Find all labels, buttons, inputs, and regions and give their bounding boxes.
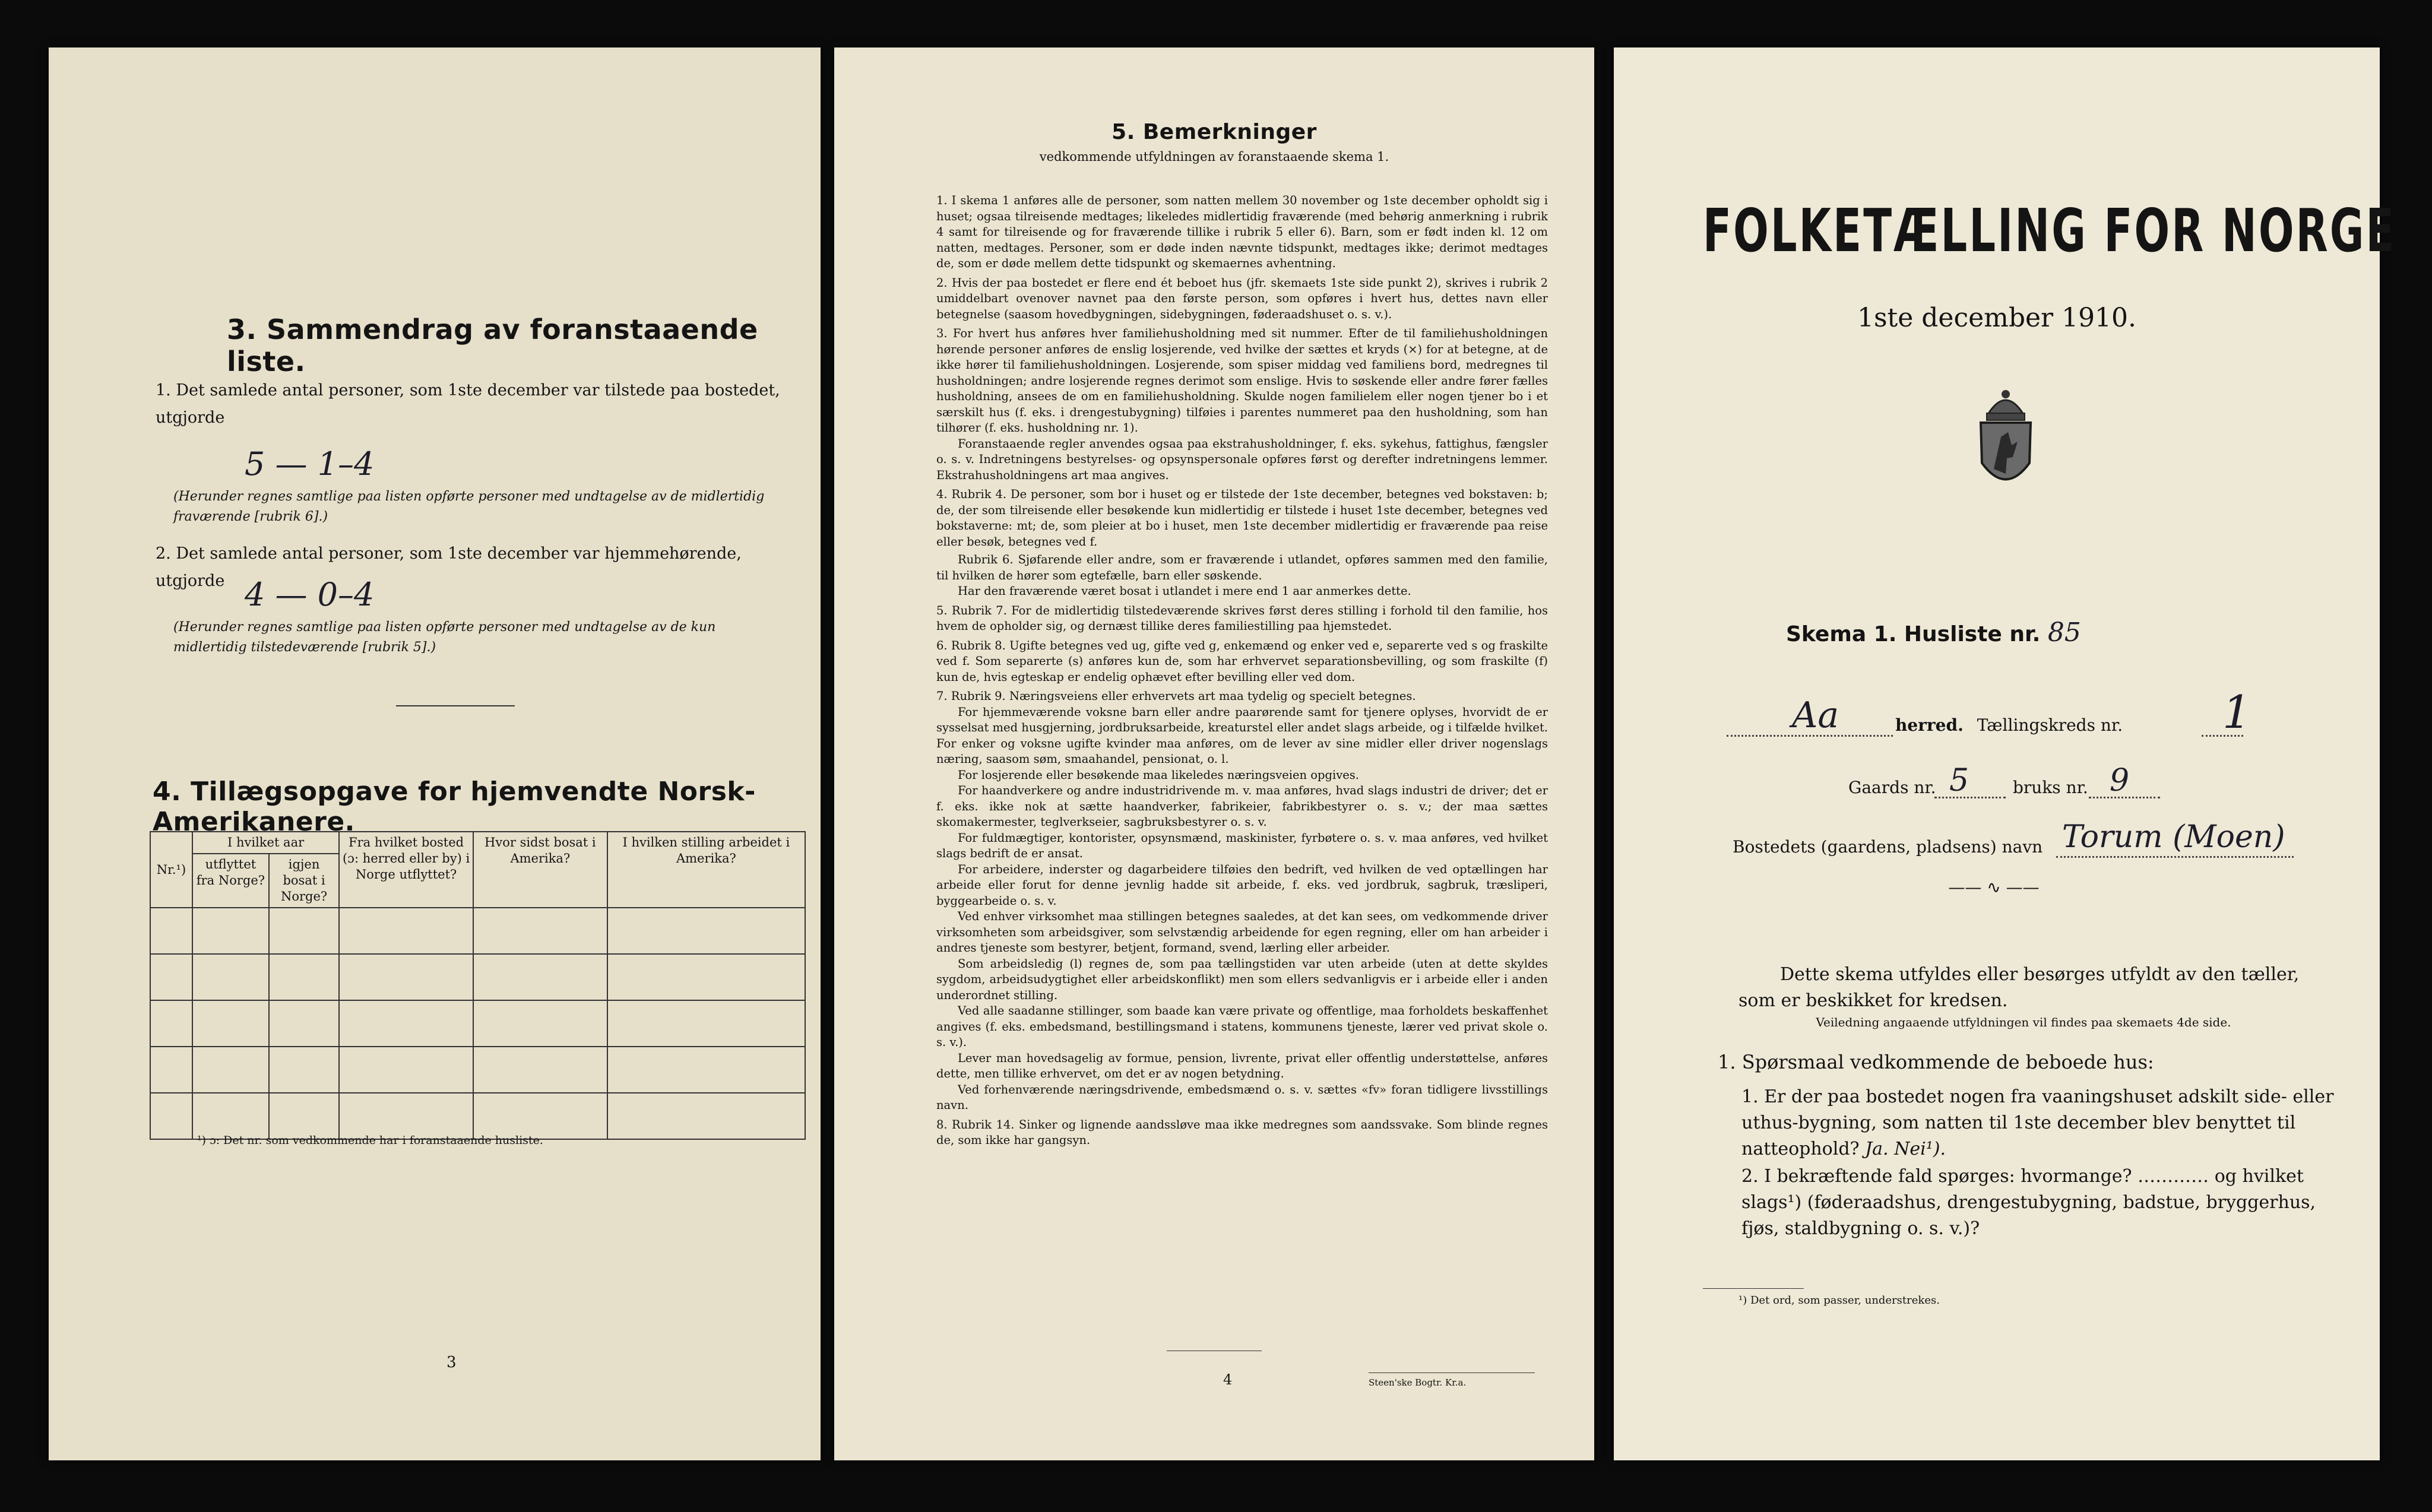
- kreds-label: Tællingskreds nr.: [1977, 715, 2123, 735]
- bosted-field[interactable]: [2056, 856, 2294, 858]
- ornament-divider: —— ∿ ——: [1948, 877, 2040, 897]
- gaards-label: Gaards nr.: [1848, 778, 1936, 797]
- summary-item-2-note: (Herunder regnes samtlige paa listen opførte personer med undtagelse av de kun midlertidig tilstedeværende [rubrik 5].): [173, 620, 716, 655]
- summary-item-1-text: 1. Det samlede antal personer, som 1ste december var tilstede paa bostedet, utgjorde: [156, 381, 780, 427]
- question-1-text: 1. Er der paa bostedet nogen fra vaaningshuset adskilt side- eller uthus-bygning, som natten til 1ste december blev benyttet til natteophold?: [1741, 1086, 2334, 1159]
- page-number: 3: [446, 1353, 457, 1371]
- remark-paragraph: 5. Rubrik 7. For de midlertidig tilstedeværende skrives først deres stilling i forhold til den familie, hos hvem de opholder sig, og dernæst tillike deres familiestilling paa hjemstedet.: [936, 603, 1548, 633]
- remark-paragraph: Ved alle saadanne stillinger, som baade kan være private og offentlige, maa forholdets beskaffenhet angives (f. eks. embedsmand, bestillingsmand i statens, kommunens tjeneste, lærer ved privat skole o. s. v.).: [936, 1004, 1548, 1049]
- remarks-text: [936, 193, 1548, 1149]
- col-group-year: I hvilket aar: [192, 832, 339, 854]
- remark-paragraph: 8. Rubrik 14. Sinker og lignende aandssløve maa ikke medregnes som aandssvake. Som blinde regnes de, som ikke har gangsyn.: [936, 1117, 1548, 1147]
- col-emigrated: utflyttet fra Norge?: [192, 854, 269, 908]
- col-returned: igjen bosat i Norge?: [269, 854, 339, 908]
- herred-label: [1895, 715, 2123, 735]
- table-row: [150, 1000, 805, 1047]
- norsk-amerikanere-table: [150, 831, 806, 1140]
- divider: [396, 705, 515, 706]
- printer-rule: [1369, 1372, 1535, 1373]
- schema-label-text: Skema 1. Husliste nr.: [1786, 622, 2041, 646]
- remarks-subtitle: vedkommende utfyldningen av foranstaaende skema 1.: [1039, 150, 1389, 164]
- coat-of-arms-icon: [1970, 380, 2041, 499]
- schema-label: [1786, 617, 2081, 648]
- footnote: ¹) Det ord, som passer, understrekes.: [1738, 1294, 1940, 1307]
- remark-paragraph: 7. Rubrik 9. Næringsveiens eller erhvervets art maa tydelig og specielt betegnes.: [936, 689, 1416, 703]
- table-row: [150, 954, 805, 1000]
- bosted-value: Torum (Moen): [2062, 819, 2285, 855]
- remark-paragraph: Ved enhver virksomhet maa stillingen betegnes saaledes, at det kan sees, om vedkommende driver virksomheten som arbeidsgiver, som selvstændig arbeidende for egen regning, eller om han arbeider i andres tjeneste som bestyrer, betjent, formand, svend, lærling eller arbeider.: [936, 909, 1548, 955]
- remark-paragraph: For fuldmægtiger, kontorister, opsynsmænd, maskinister, fyrbøtere o. s. v. maa anføres, ved hvilket slags bedrift de er ansat.: [936, 831, 1548, 860]
- page-1-cover: [1614, 47, 2396, 1460]
- remark-paragraph: Har den fraværende været bosat i utlandet i mere end 1 aar anmerkes dette.: [958, 584, 1411, 598]
- remark-paragraph: For losjerende eller besøkende maa likeledes næringsveien opgives.: [958, 768, 1359, 782]
- page-number: 4: [1223, 1371, 1233, 1388]
- question-1-answer[interactable]: Ja. Nei¹).: [1865, 1139, 1946, 1159]
- summary-item-2-text: 2. Det samlede antal personer, som 1ste december var hjemmehørende, utgjorde: [156, 544, 742, 590]
- remark-paragraph: 2. Hvis der paa bostedet er flere end ét beboet hus (jfr. skemaets 1ste side punkt 2), skrives i rubrik 2 umiddelbart ovenover navnet paa den første person, som opføres i hvert hus, dettes navn eller betegnelse (saasom hovedbygningen, sidebygningen, føderaadshuset o. s. v.).: [936, 275, 1548, 321]
- table-row: [150, 1093, 805, 1139]
- question-1: [1741, 1084, 2353, 1162]
- table-row: [150, 908, 805, 954]
- bruks-value: 9: [2110, 763, 2130, 798]
- herred-label-text: herred.: [1895, 715, 1964, 735]
- page-4: [834, 47, 1594, 1460]
- questions-heading: 1. Spørsmaal vedkommende de beboede hus:: [1718, 1051, 2154, 1073]
- main-title: FOLKETÆLLING FOR NORGE: [1703, 196, 2396, 265]
- col-nr: Nr.¹): [150, 832, 192, 908]
- summary-item-1-value: 5 — 1–4: [245, 445, 375, 483]
- instruction-text: Dette skema utfyldes eller besørges utfyldt av den tæller, som er beskikket for kredsen.: [1738, 964, 2300, 1011]
- remark-paragraph: Som arbeidsledig (l) regnes de, som paa tællingstiden var uten arbeide (uten at dette skyldes sygdom, arbeidsudygtighet eller arbeidskonflikt) men som ellers sedvanligvis er i arbeide eller i anden underordnet stilling.: [936, 956, 1548, 1002]
- table-footnote: ¹) ɔ: Det nr. som vedkommende har i foranstaaende husliste.: [197, 1134, 543, 1147]
- gaards-field[interactable]: [1934, 797, 2006, 798]
- remark-paragraph: Lever man hovedsagelig av formue, pension, livrente, privat eller offentlig understøttelse, anføres dette, men tillike erhvervet, om det er av nogen betydning.: [936, 1051, 1548, 1080]
- remark-paragraph: For hjemmeværende voksne barn eller andre paarørende samt for tjenere oplyses, hvorvidt de er sysselsat med husgjerning, jordbruksarbeide, kreaturstel eller andet slags arbeide, og i tilfælde hvilket. For enker og voksne ugifte kvinder maa anføres, om de lever av sine midler eller driver nogenslags næring, saasom søm, smaahandel, pensionat, o. l.: [936, 705, 1548, 766]
- herred-value: Aa: [1792, 695, 1839, 736]
- col-occupation: I hvilken stilling arbeidet i Amerika?: [607, 832, 805, 908]
- bruks-label: bruks nr.: [2013, 778, 2088, 797]
- question-2: 2. I bekræftende fald spørges: hvormange? ………… og hvilket slags¹) (føderaadshus, drengestubygning, badstue, bryggerhus, fjøs, staldbygning o. s. v.)?: [1741, 1166, 2316, 1239]
- page-3: [49, 47, 821, 1460]
- remark-paragraph: 6. Rubrik 8. Ugifte betegnes ved ug, gifte ved g, enkemænd og enker ved e, separerte ved s og fraskilte ved f. Som separerte (s) anføres kun de, som har erhvervet separationsbevilling, og som fraskilte (f) kun de, hvis egteskap er endelig ophævet efter bevilling eller ved dom.: [936, 638, 1548, 684]
- instruction-small: Veiledning angaaende utfyldningen vil findes paa skemaets 4de side.: [1816, 1015, 2231, 1029]
- census-date: 1ste december 1910.: [1857, 303, 2137, 333]
- remark-paragraph: Rubrik 6. Sjøfarende eller andre, som er fraværende i utlandet, opføres sammen med den familie, til hvilken de hører som egtefælle, barn eller søskende.: [936, 553, 1548, 582]
- bosted-label: Bostedets (gaardens, pladsens) navn: [1733, 837, 2043, 857]
- summary-item-1: [156, 377, 785, 432]
- table-row: [150, 1047, 805, 1093]
- remark-paragraph: 1. I skema 1 anføres alle de personer, som natten mellem 30 november og 1ste december opholdt sig i huset; ogsaa tilreisende medtages; likeledes midlertidig fraværende (med behørig anmerkning i rubrik 4 samt for tilreisende og for fraværende tillike i rubrik 5 eller 6). Barn, som er født inden kl. 12 om natten, medtages. Personer, som er døde inden nævnte tidspunkt, medtages ikke; derimot medtages de, som er døde mellem dette tidspunkt og skemaernes avhentning.: [936, 194, 1548, 270]
- kreds-value: 1: [2222, 686, 2252, 738]
- schema-value: 85: [2047, 617, 2081, 648]
- summary-item-1-note: (Herunder regnes samtlige paa listen opførte personer med undtagelse av de midlertidig fraværende [rubrik 6].): [173, 489, 765, 524]
- printer-imprint: Steen'ske Bogtr. Kr.a.: [1369, 1377, 1467, 1388]
- remark-paragraph: For haandverkere og andre industridrivende m. v. maa anføres, hvad slags industri de driver; det er f. eks. ikke nok at sætte haandverker, fabrikeier, fabrikbestyrer o. s. v.; der maa sættes skomakermester, teglverkseier, sagbruksbestyrer o. s. v.: [936, 784, 1548, 829]
- remark-paragraph: 4. Rubrik 4. De personer, som bor i huset og er tilstede der 1ste december, betegnes ved bokstaven: b; de, der som tilreisende eller besøkende kun midlertidig er tilstede i huset 1ste december, betegnes ved bokstaverne: mt; de, som pleier at bo i huset, men 1ste december midlertidig er fraværende paa reise eller besøk, betegnes ved f.: [936, 487, 1548, 549]
- col-last-lived: Hvor sidst bosat i Amerika?: [473, 832, 607, 908]
- remark-paragraph: Foranstaaende regler anvendes ogsaa paa ekstrahusholdninger, f. eks. sykehus, fattighus, fængsler o. s. v. Indretningens bestyrelses- og opsynspersonale opføres først og derefter indretningens lemmer. Ekstrahusholdningens art maa angives.: [936, 436, 1548, 482]
- remark-paragraph: For arbeidere, inderster og dagarbeidere tilføies den bedrift, ved hvilken de ved optællingen har arbeide eller forut for denne jevnlig hadde sit arbeide, f. eks. ved jordbruk, sagbruk, træsliperi, byggearbeide o. s. v.: [936, 862, 1548, 908]
- section-3-title: 3. Sammendrag av foranstaaende liste.: [227, 313, 758, 378]
- footnote-rule: [1703, 1288, 1804, 1289]
- remark-paragraph: 3. For hvert hus anføres hver familiehusholdning med sit nummer. Efter de til familiehusholdningen hørende personer anføres de enslig losjerende, ved hvilke der sættes et kryds (×) for at betegne, at de ikke hører til familiehusholdningen. Losjerende, som spiser middag ved familiens bord, medregnes til husholdningen; andre losjerende regnes derimot som enslige. Hvis to søskende eller andre fører fælles husholdning, ansees de om en familiehusholdning. Skulde nogen familielem eller nogen tjener bo i et særskilt hus (f. eks. i drengestubygning) tilføies i parentes nummeret paa den husholdning, som han tilhører (f. eks. husholdning nr. 1).: [936, 327, 1548, 435]
- remark-paragraph: Ved forhenværende næringsdrivende, embedsmænd o. s. v. sættes «fv» foran tidligere livsstillings navn.: [936, 1082, 1548, 1112]
- gaards-value: 5: [1949, 763, 1969, 798]
- col-place: Fra hvilket bosted (ɔ: herred eller by) i Norge utflyttet?: [339, 832, 473, 908]
- remarks-title: 5. Bemerkninger: [1112, 120, 1317, 144]
- summary-item-2-value: 4 — 0–4: [245, 576, 375, 613]
- section-4-title: 4. Tillægsopgave for hjemvendte Norsk-Amerikanere.: [153, 776, 756, 837]
